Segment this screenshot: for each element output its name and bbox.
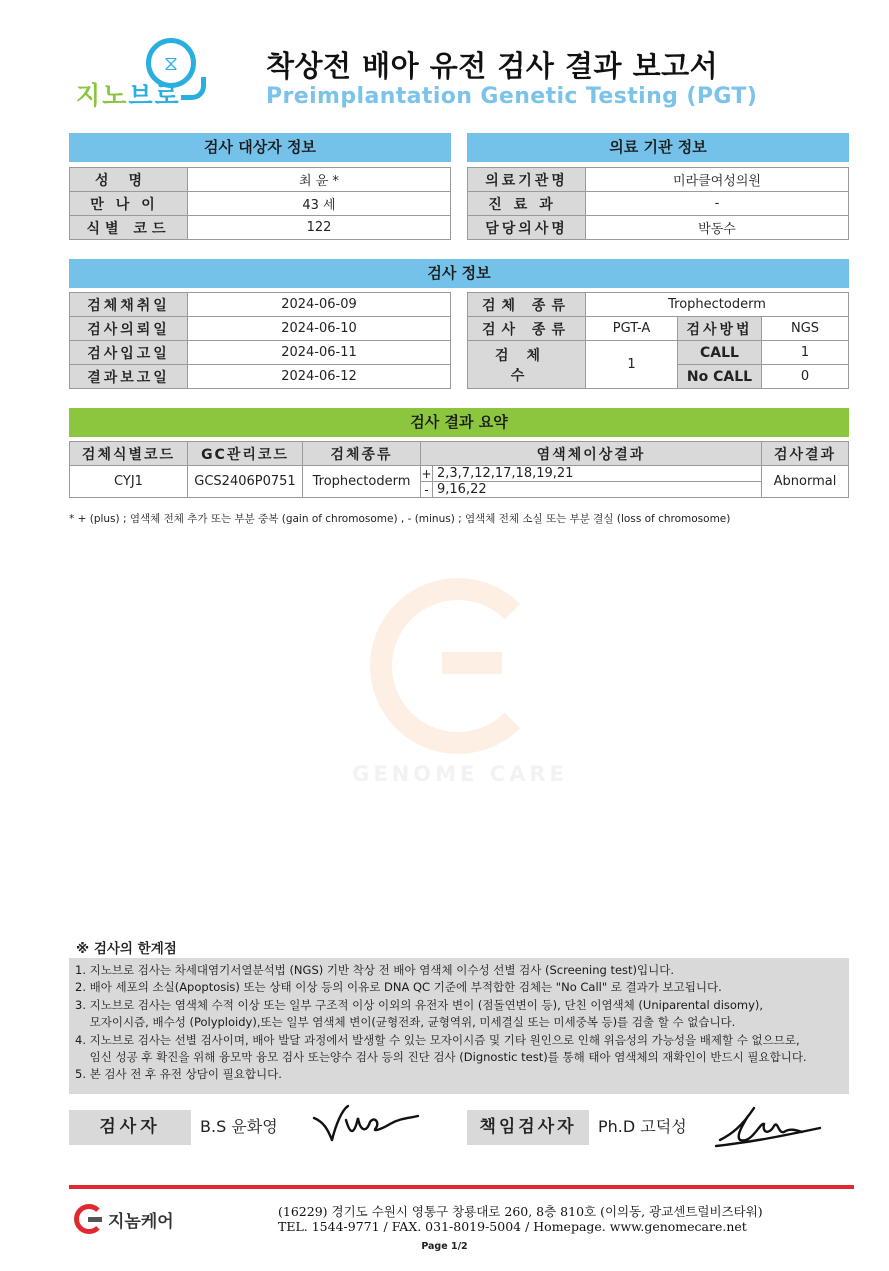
specimen-cell: Trophectoderm (303, 466, 421, 498)
test-method-value: NGS (762, 317, 849, 341)
doctor-label: 담당의사명 (468, 216, 586, 240)
table-row (70, 168, 451, 192)
table-row (468, 341, 849, 365)
collection-date-value: 2024-06-09 (188, 293, 451, 317)
report-date-value: 2024-06-12 (188, 365, 451, 389)
table-row (70, 192, 451, 216)
table-row (70, 293, 451, 317)
tester-name: B.S 윤화영 (200, 1117, 278, 1136)
dna-icon: ⧖ (163, 51, 179, 75)
name-label: 성명 (70, 168, 188, 192)
col-gc-code: GC관리코드 (188, 442, 303, 466)
genobro-logo (74, 36, 214, 112)
tester-signature (310, 1100, 422, 1146)
receipt-date-label: 검사입고일 (70, 341, 188, 365)
col-test-result: 검사결과 (762, 442, 849, 466)
company-address: (16229) 경기도 수원시 영통구 창룡대로 260, 8층 810호 (이의동, 광교센트럴비즈타워) (278, 1204, 763, 1219)
logo-text: 지노브로 (76, 81, 181, 110)
age-value: 43 세 (188, 192, 451, 216)
doctor-value: 박동수 (586, 216, 849, 240)
report-subtitle: Preimplantation Genetic Testing (PGT) (266, 84, 758, 109)
table-row (468, 168, 849, 192)
result-summary-table (69, 441, 849, 498)
genomecare-g-icon (74, 1204, 104, 1234)
test-dates-table (69, 292, 451, 389)
test-details-table (467, 292, 849, 389)
institution-info-table (467, 167, 849, 240)
table-row (70, 216, 451, 240)
limitations-box (69, 958, 849, 1094)
legend-footnote: * + (plus) ; 염색체 전체 추가 또는 부분 중복 (gain of chromosome) , - (minus) ; 염색체 전체 소실 또는 부분 결실 (loss of chromosome) (69, 513, 731, 525)
gain-chromosomes: 2,3,7,12,17,18,19,21 (433, 466, 762, 482)
minus-sign: - (421, 482, 433, 498)
test-info-heading: 검사 정보 (69, 259, 849, 288)
genomecare-watermark (344, 578, 576, 788)
specimen-type-value: Trophectoderm (586, 293, 849, 317)
test-result-cell: Abnormal (762, 466, 849, 498)
receipt-date-value: 2024-06-11 (188, 341, 451, 365)
company-name: 지놈케어 (108, 1212, 174, 1232)
age-label: 만나이 (70, 192, 188, 216)
subject-info-heading: 검사 대상자 정보 (69, 133, 451, 162)
nocall-label: No CALL (678, 365, 762, 389)
report-title: 착상전 배아 유전 검사 결과 보고서 (266, 49, 719, 83)
table-row (468, 192, 849, 216)
id-code-label: 식별 코드 (70, 216, 188, 240)
request-date-value: 2024-06-10 (188, 317, 451, 341)
name-value: 최 윤 * (188, 168, 451, 192)
call-label: CALL (678, 341, 762, 365)
col-specimen: 검체종류 (303, 442, 421, 466)
limitations-title: ※ 검사의 한계점 (76, 941, 177, 957)
department-label: 진료과 (468, 192, 586, 216)
company-contact: TEL. 1544-9771 / FAX. 031-8019-5004 / Homepage. www.genomecare.net (278, 1219, 747, 1234)
institution-name-value: 미라클여성의원 (586, 168, 849, 192)
department-value: - (586, 192, 849, 216)
table-row (70, 365, 451, 389)
collection-date-label: 검체채취일 (70, 293, 188, 317)
table-row (70, 317, 451, 341)
specimen-count-label: 검체 수 (468, 341, 586, 389)
nocall-value: 0 (762, 365, 849, 389)
loss-chromosomes: 9,16,22 (433, 482, 762, 498)
table-row (468, 293, 849, 317)
institution-name-label: 의료기관명 (468, 168, 586, 192)
limitation-item: 1. 지노브로 검사는 차세대염기서열분석법 (NGS) 기반 착상 전 배아 염색체 이수성 선별 검사 (Screening test)입니다. (75, 963, 674, 977)
watermark-text: GENOME CARE (352, 762, 568, 786)
limitation-item: 임신 성공 후 확진을 위해 융모막 융모 검사 또는양수 검사 등의 진단 검사 (Dignostic test)를 통해 태아 염색체의 재확인이 반드시 필요합니다. (75, 1050, 807, 1065)
limitation-item: 5. 본 검사 전 후 유전 상담이 필요합니다. (75, 1067, 282, 1082)
sample-code-cell: CYJ1 (70, 466, 188, 498)
table-row (70, 466, 849, 482)
responsible-signature (712, 1100, 824, 1150)
tester-label: 검사자 (69, 1110, 191, 1145)
responsible-name: Ph.D 고덕성 (598, 1117, 687, 1136)
limitation-item: 3. 지노브로 검사는 염색체 수적 이상 또는 일부 구조적 이상 이외의 유전자 변이 (점돌연변이 등), 단친 이염색체 (Uniparental disomy), (75, 997, 764, 1012)
genomecare-logo-icon (370, 578, 546, 754)
report-date-label: 결과보고일 (70, 365, 188, 389)
limitation-item: 모자이시즘, 배수성 (Polyploidy),또는 일부 염색체 변이(균형전좌, 균형역위, 미세결실 또는 미세중복 등)를 검출 할 수 없습니다. (75, 1015, 736, 1030)
table-header-row (70, 442, 849, 466)
page-number: Page 1/2 (421, 1241, 468, 1252)
genomecare-footer-logo (74, 1202, 184, 1236)
call-value: 1 (762, 341, 849, 365)
test-type-label: 검사 종류 (468, 317, 586, 341)
table-row (70, 341, 451, 365)
table-row (468, 216, 849, 240)
responsible-label: 책임검사자 (467, 1110, 589, 1145)
limitation-item: 4. 지노브로 검사는 선별 검사이며, 배아 발달 과정에서 발생할 수 있는 모자이시즘 및 기타 원인으로 인해 위음성의 가능성을 배제할 수 없으므로, (75, 1032, 800, 1047)
test-type-value: PGT-A (586, 317, 678, 341)
subject-info-table (69, 167, 451, 240)
limitation-item: 2. 배아 세포의 소실(Apoptosis) 또는 상태 이상 등의 이유로 DNA QC 기준에 부적합한 검체는 "No Call" 로 결과가 보고됩니다. (75, 980, 722, 995)
id-code-value: 122 (188, 216, 451, 240)
result-summary-heading: 검사 결과 요약 (69, 408, 849, 437)
specimen-type-label: 검체 종류 (468, 293, 586, 317)
col-sample-code: 검체식별코드 (70, 442, 188, 466)
institution-info-heading: 의료 기관 정보 (467, 133, 849, 162)
test-method-label: 검사방법 (678, 317, 762, 341)
col-chromosome-result: 염색체이상결과 (421, 442, 762, 466)
request-date-label: 검사의뢰일 (70, 317, 188, 341)
gc-code-cell: GCS2406P0751 (188, 466, 303, 498)
table-row (468, 317, 849, 341)
plus-sign: + (421, 466, 432, 481)
specimen-count-value: 1 (586, 341, 678, 389)
footer-divider (69, 1185, 854, 1189)
